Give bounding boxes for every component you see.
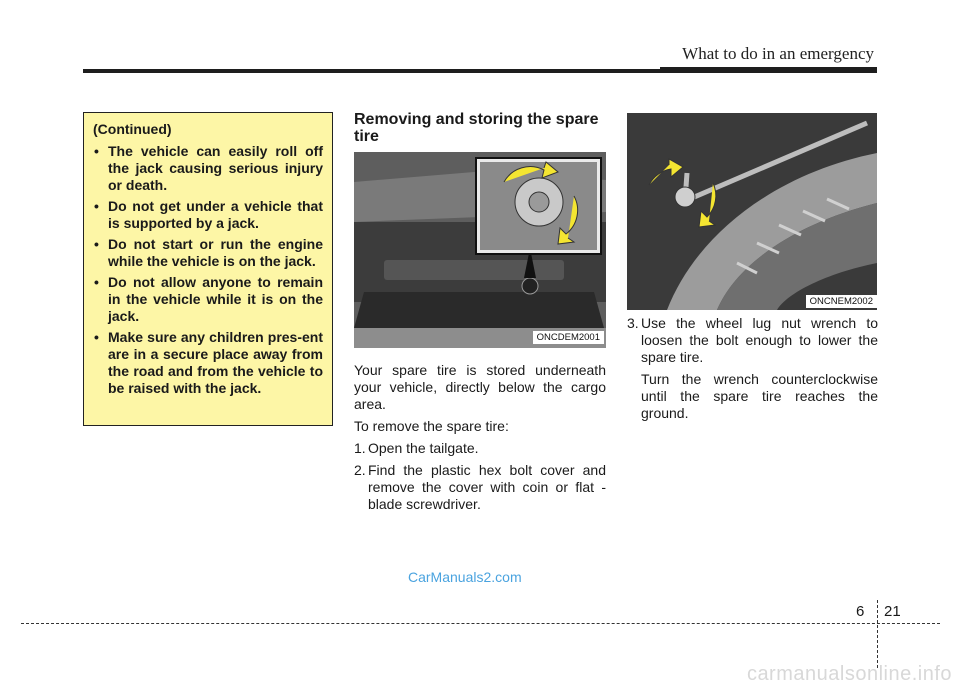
bullet-icon: • xyxy=(94,274,99,290)
footer-divider xyxy=(877,600,878,668)
step-item: 1. Open the tailgate. xyxy=(354,440,479,456)
lead-paragraph: To remove the spare tire: xyxy=(354,418,509,434)
footer-rule xyxy=(21,623,940,624)
page-number: 21 xyxy=(884,603,901,620)
step-item: 2. Find the plastic hex bolt cover and remove the cover with coin or flat - blade screwdriver. xyxy=(354,462,606,512)
cargo-area-illustration xyxy=(354,152,606,348)
header-rule-accent xyxy=(660,67,877,73)
figure-cargo-area xyxy=(354,152,606,348)
bullet-icon: • xyxy=(94,198,99,214)
warning-item: • Do not allow anyone to remain in the vehicle while it is on the jack. xyxy=(94,274,323,324)
intro-paragraph: Your spare tire is stored underneath your vehicle, directly below the cargo area. xyxy=(354,362,606,412)
body-column-3 xyxy=(627,315,878,427)
watermark-link[interactable]: CarManuals2.com xyxy=(408,569,522,585)
warning-item: • Make sure any children pres-ent are in a secure place away from the road and from the vehicle to be raised with the jack. xyxy=(94,329,323,396)
warning-item: • The vehicle can easily roll off the jack causing serious injury or death. xyxy=(94,143,323,193)
site-watermark: carmanualsonline.info xyxy=(746,663,952,685)
body-column-2 xyxy=(354,362,606,518)
figure-caption: ONCNEM2002 xyxy=(806,295,877,308)
header-title: What to do in an emergency xyxy=(682,44,874,63)
figure-caption: ONCDEM2001 xyxy=(533,331,604,344)
warning-item: • Do not start or run the engine while the vehicle is on the jack. xyxy=(94,236,323,269)
warning-continued: (Continued) xyxy=(93,121,172,137)
section-heading: Removing and storing the spare tire xyxy=(354,111,599,145)
step-continuation: Turn the wrench counterclockwise until the spare tire reaches the ground. xyxy=(641,371,878,421)
warning-box xyxy=(83,112,333,426)
bullet-icon: • xyxy=(94,143,99,159)
bullet-icon: • xyxy=(94,329,99,345)
bullet-icon: • xyxy=(94,236,99,252)
figure-lug-wrench xyxy=(627,113,877,310)
chapter-number: 6 xyxy=(856,603,865,620)
step-item: 3. Use the wheel lug nut wrench to loosen the bolt enough to lower the spare tire. xyxy=(627,315,878,365)
lug-wrench-illustration xyxy=(627,113,877,310)
warning-list xyxy=(93,143,323,397)
warning-item: • Do not get under a vehicle that is supported by a jack. xyxy=(94,198,323,231)
